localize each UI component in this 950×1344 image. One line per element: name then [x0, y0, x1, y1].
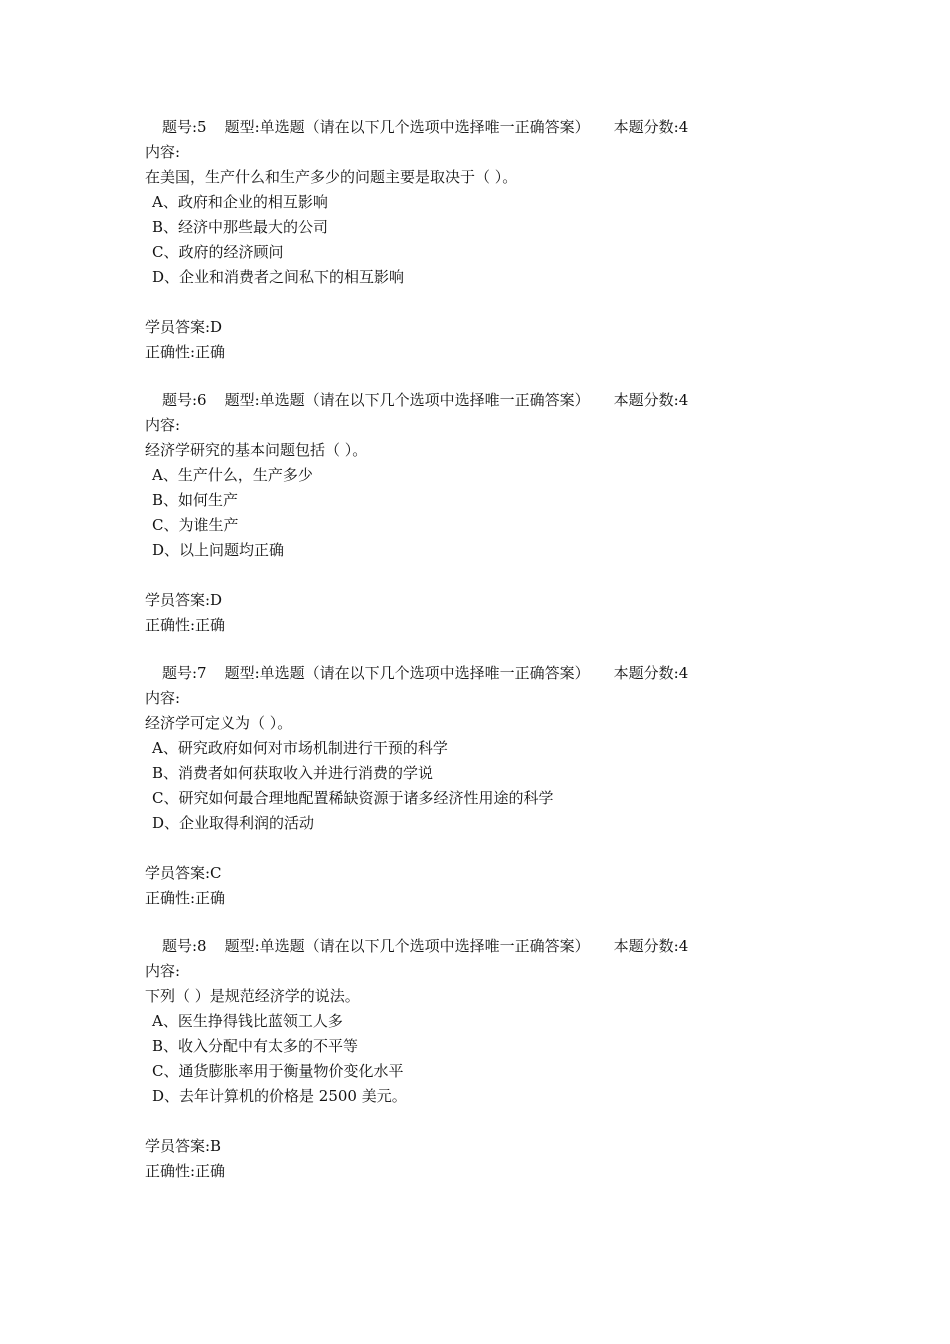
question-score: 本题分数:4 [613, 664, 689, 682]
correctness: 正确性:正确 [145, 1162, 226, 1180]
question-stem: 经济学研究的基本问题包括（ ）。 [145, 441, 368, 459]
question-number: 题号:6 [162, 391, 207, 409]
question-block [145, 934, 845, 1184]
question-score: 本题分数:4 [613, 118, 689, 136]
question-number: 题号:8 [162, 937, 207, 955]
content-label: 内容: [145, 689, 181, 707]
question-stem: 在美国，生产什么和生产多少的问题主要是取决于（ ）。 [145, 168, 518, 186]
question-header [145, 388, 845, 413]
option-d: D、企业和消费者之间私下的相互影响 [152, 268, 405, 286]
question-type: 题型:单选题（请在以下几个选项中选择唯一正确答案） [224, 118, 590, 136]
option-c: C、为谁生产 [152, 516, 239, 534]
question-score: 本题分数:4 [613, 937, 689, 955]
question-block [145, 388, 845, 638]
question-type: 题型:单选题（请在以下几个选项中选择唯一正确答案） [224, 391, 590, 409]
question-number: 题号:5 [162, 118, 207, 136]
spacer [145, 563, 845, 588]
content-label: 内容: [145, 416, 181, 434]
option-c: C、研究如何最合理地配置稀缺资源于诸多经济性用途的科学 [152, 789, 554, 807]
spacer [145, 290, 845, 315]
option-a: A、医生挣得钱比蓝领工人多 [152, 1012, 343, 1030]
option-c: C、政府的经济顾问 [152, 243, 284, 261]
question-type: 题型:单选题（请在以下几个选项中选择唯一正确答案） [224, 937, 590, 955]
question-block [145, 661, 845, 911]
document-page [145, 115, 845, 1207]
option-d: D、以上问题均正确 [152, 541, 285, 559]
question-header [145, 115, 845, 140]
question-block [145, 115, 845, 365]
option-c: C、通货膨胀率用于衡量物价变化水平 [152, 1062, 404, 1080]
student-answer: 学员答案:D [145, 591, 223, 609]
question-stem: 经济学可定义为（ ）。 [145, 714, 293, 732]
option-b: B、收入分配中有太多的不平等 [152, 1037, 359, 1055]
question-type: 题型:单选题（请在以下几个选项中选择唯一正确答案） [224, 664, 590, 682]
content-label: 内容: [145, 962, 181, 980]
option-b: B、消费者如何获取收入并进行消费的学说 [152, 764, 434, 782]
question-stem: 下列（ ）是规范经济学的说法。 [145, 987, 360, 1005]
option-a: A、生产什么，生产多少 [152, 466, 313, 484]
option-b: B、如何生产 [152, 491, 239, 509]
content-label: 内容: [145, 143, 181, 161]
student-answer: 学员答案:C [145, 864, 222, 882]
option-d: D、去年计算机的价格是 2500 美元。 [152, 1087, 407, 1105]
spacer [145, 1109, 845, 1134]
question-header [145, 934, 845, 959]
question-header [145, 661, 845, 686]
correctness: 正确性:正确 [145, 889, 226, 907]
option-a: A、研究政府如何对市场机制进行干预的科学 [152, 739, 448, 757]
option-b: B、经济中那些最大的公司 [152, 218, 329, 236]
spacer [145, 836, 845, 861]
student-answer: 学员答案:D [145, 318, 223, 336]
student-answer: 学员答案:B [145, 1137, 222, 1155]
question-score: 本题分数:4 [613, 391, 689, 409]
correctness: 正确性:正确 [145, 343, 226, 361]
correctness: 正确性:正确 [145, 616, 226, 634]
option-d: D、企业取得利润的活动 [152, 814, 315, 832]
question-number: 题号:7 [162, 664, 207, 682]
option-a: A、政府和企业的相互影响 [152, 193, 328, 211]
